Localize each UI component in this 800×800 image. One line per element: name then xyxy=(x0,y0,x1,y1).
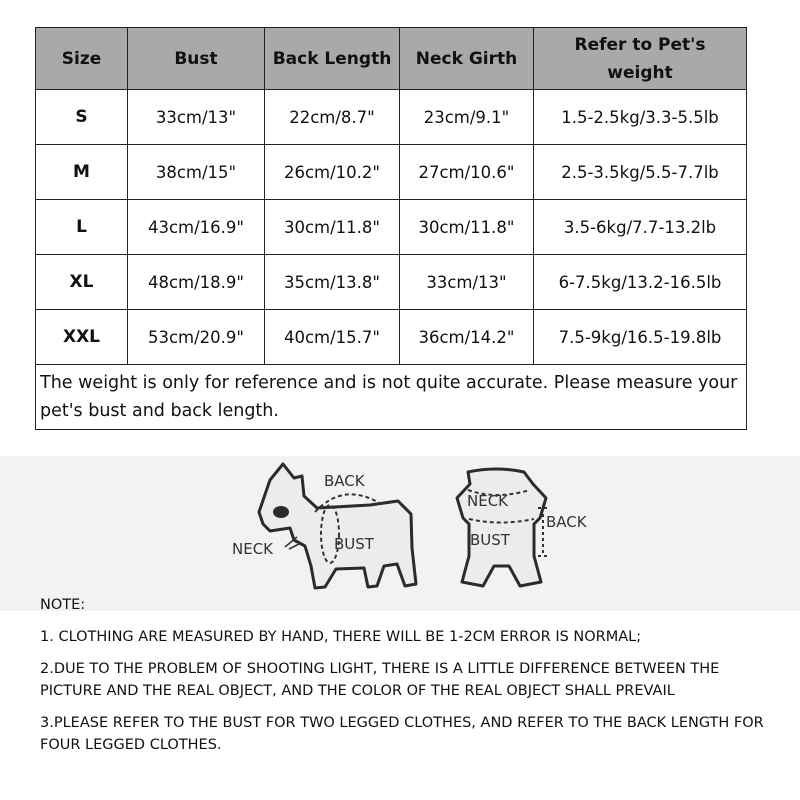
header-neck-girth: Neck Girth xyxy=(400,28,534,90)
header-bust: Bust xyxy=(128,28,265,90)
table-footnote-row xyxy=(36,365,747,430)
note-item-2: 2.DUE TO THE PROBLEM OF SHOOTING LIGHT, THERE IS A LITTLE DIFFERENCE BETWEEN THE PICTURE AND THE REAL OBJECT, AND THE COLOR OF THE REAL OBJECT SHALL PREVAIL xyxy=(40,661,720,699)
bust-cell: 33cm/13" xyxy=(128,90,265,145)
table-row xyxy=(36,255,747,310)
size-cell: M xyxy=(36,145,128,200)
dog-back-label: BACK xyxy=(324,472,365,490)
measurement-diagram xyxy=(0,456,800,611)
back-length-cell: 22cm/8.7" xyxy=(265,90,400,145)
table-row xyxy=(36,200,747,255)
size-cell: XL xyxy=(36,255,128,310)
table-header-row xyxy=(36,28,747,90)
garment-neck-label: NECK xyxy=(467,492,509,510)
back-length-cell: 26cm/10.2" xyxy=(265,145,400,200)
table-row xyxy=(36,310,747,365)
pet-garment-icon xyxy=(457,469,548,586)
weight-cell: 1.5-2.5kg/3.3-5.5lb xyxy=(534,90,747,145)
neck-girth-cell: 27cm/10.6" xyxy=(400,145,534,200)
neck-girth-cell: 23cm/9.1" xyxy=(400,90,534,145)
dog-neck-label: NECK xyxy=(232,540,274,558)
size-cell: L xyxy=(36,200,128,255)
notes-title: NOTE: xyxy=(40,597,86,613)
weight-cell: 3.5-6kg/7.7-13.2lb xyxy=(534,200,747,255)
table-row xyxy=(36,90,747,145)
weight-cell: 7.5-9kg/16.5-19.8lb xyxy=(534,310,747,365)
garment-back-label: BACK xyxy=(546,513,587,531)
back-length-cell: 40cm/15.7" xyxy=(265,310,400,365)
dog-bust-label: BUST xyxy=(334,535,374,553)
note-item-1: 1. CLOTHING ARE MEASURED BY HAND, THERE WILL BE 1-2CM ERROR IS NORMAL; xyxy=(40,629,642,645)
bust-cell: 43cm/16.9" xyxy=(128,200,265,255)
neck-girth-cell: 30cm/11.8" xyxy=(400,200,534,255)
weight-cell: 2.5-3.5kg/5.5-7.7lb xyxy=(534,145,747,200)
notes-section xyxy=(40,594,780,756)
back-length-cell: 35cm/13.8" xyxy=(265,255,400,310)
header-pet-weight: Refer to Pet's weight xyxy=(534,28,747,90)
note-item-3: 3.PLEASE REFER TO THE BUST FOR TWO LEGGED CLOTHES, AND REFER TO THE BACK LENGTH FOR FOUR LEGGED CLOTHES. xyxy=(40,715,764,753)
table-footnote: The weight is only for reference and is not quite accurate. Please measure your pet's bust and back length. xyxy=(36,365,747,430)
weight-cell: 6-7.5kg/13.2-16.5lb xyxy=(534,255,747,310)
size-cell: S xyxy=(36,90,128,145)
size-cell: XXL xyxy=(36,310,128,365)
measurement-illustration xyxy=(0,456,800,611)
garment-bust-label: BUST xyxy=(470,531,510,549)
neck-girth-cell: 36cm/14.2" xyxy=(400,310,534,365)
header-back-length: Back Length xyxy=(265,28,400,90)
neck-girth-cell: 33cm/13" xyxy=(400,255,534,310)
size-chart-table xyxy=(35,27,747,430)
bust-cell: 53cm/20.9" xyxy=(128,310,265,365)
table-row xyxy=(36,145,747,200)
bust-cell: 48cm/18.9" xyxy=(128,255,265,310)
bust-cell: 38cm/15" xyxy=(128,145,265,200)
header-size: Size xyxy=(36,28,128,90)
back-length-cell: 30cm/11.8" xyxy=(265,200,400,255)
